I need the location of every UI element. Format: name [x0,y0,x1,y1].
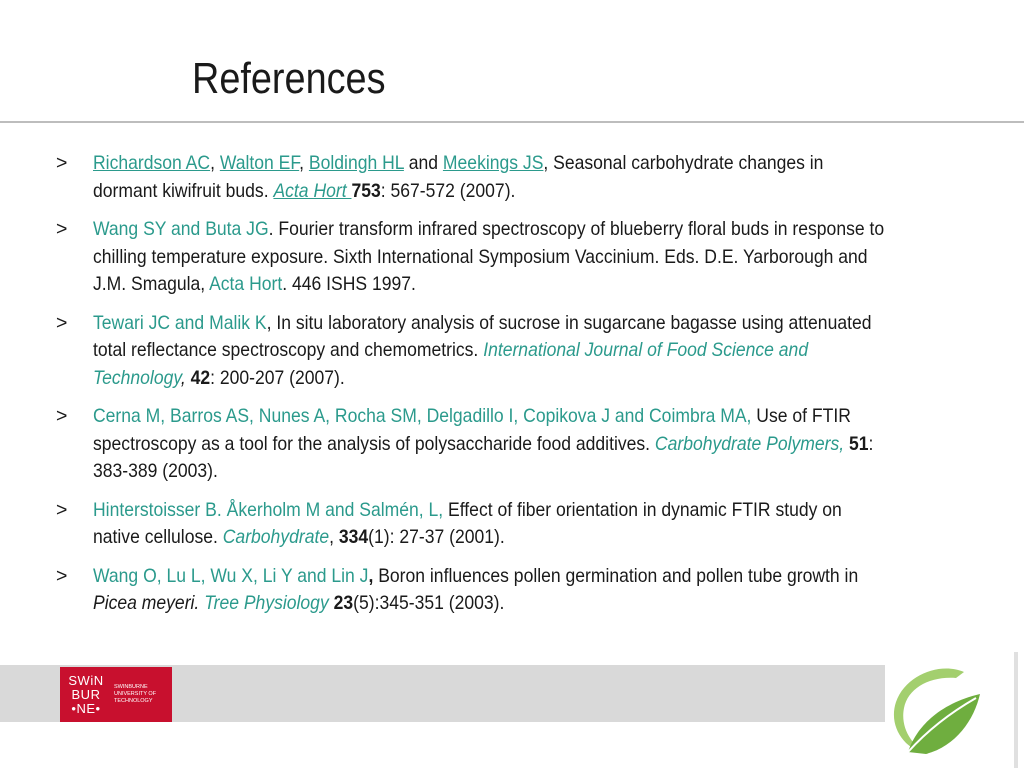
slide-edge [1014,652,1024,768]
bullet-marker: > [56,311,68,334]
volume: 753 [351,179,381,202]
authors: Wang O, Lu L, Wu X, Li Y and Lin J [93,564,369,587]
title-divider [0,121,1024,123]
bullet-marker: > [56,218,68,240]
reference-text: , Seasonal carbohydrate changes in dormant kiwifruit buds. [93,152,824,202]
pages-year: : 383-389 (2003). [93,432,874,482]
leaf-logo-icon [886,658,986,758]
reference-text: . Fourier transform infrared spectroscopy of blueberry floral buds in response to chilling temperature exposure. Sixth International Symposium Vaccinium. Eds. D.E. Yarborough and J.M. Smagula, [93,218,885,295]
journal: Tree Physiology [199,592,334,614]
bullet-marker: > [56,152,68,174]
swinburne-logo [60,667,172,722]
journal: Carbohydrate [222,526,330,548]
author-link-boldingh[interactable]: Boldingh HL [308,152,404,174]
slide-title: References [192,54,386,103]
reference-text: Boron influences pollen germination and pollen tube growth in [373,564,859,587]
reference-item-4 [56,403,886,486]
journal: Acta Hort [209,273,283,295]
authors: Wang SY and Buta JG [93,218,269,240]
author-link-richardson[interactable]: Richardson AC [93,152,211,174]
bullet-marker: > [56,405,68,427]
authors: Cerna M, Barros AS, Nunes A, Rocha SM, Delgadillo I, Copikova J and Coimbra MA, [93,405,752,427]
reference-item-2 [56,216,886,299]
volume: 23 [333,592,354,614]
reference-item-3: > Tewari JC and Malik K, In situ laboratory analysis of sucrose in sugarcane bagasse using attenuated total reflectance spectroscopy and chemometrics. International Journal of Food Science and Technology, 42: 200-207 (2007). [56,311,872,389]
pages-year: (5):345-351 (2003). [353,592,505,614]
author-link-meekings[interactable]: Meekings JS [442,152,544,174]
reference-text: , In situ laboratory analysis of sucrose in sugarcane bagasse using attenuated total reflectance spectroscopy and chemometrics. [93,311,872,361]
volume: 51 [849,432,869,455]
reference-item-6: > Wang O, Lu L, Wu X, Li Y and Lin J, Boron influences pollen germination and pollen tube growth in Picea meyeri. Tree Physiology 23(5):345-351 (2003). [56,564,859,614]
reference-text: Effect of fiber orientation in dynamic FTIR study on native cellulose. [93,498,842,548]
species-name: Picea meyeri. [93,592,200,614]
journal-link-acta-hort[interactable]: Acta Hort [273,179,352,202]
volume: 334 [338,526,369,548]
pages-year: (1): 27-37 (2001). [368,526,505,548]
swinburne-logo-mark: SWiN BUR •NE• [68,672,104,716]
reference-item-1: > Richardson AC, Walton EF, Boldingh HL and Meekings JS, Seasonal carbohydrate changes in dormant kiwifruit buds. Acta Hort 753: 567-572 (2007). [56,152,824,202]
reference-text: Use of FTIR spectroscopy as a tool for the analysis of polysaccharide food additives. [93,405,851,455]
author-link-walton[interactable]: Walton EF [219,152,300,174]
reference-list [56,150,886,629]
bullet-marker: > [56,564,68,587]
authors: Tewari JC and Malik K [93,311,267,334]
authors: Hinterstoisser B. Åkerholm M and Salmén, L, [93,498,444,521]
journal: International Journal of Food Science and Technology [93,339,809,389]
journal: Carbohydrate Polymers, [654,432,845,455]
pages-year: . 446 ISHS 1997. [282,273,416,295]
reference-item-5: > Hinterstoisser B. Åkerholm M and Salmén, L, Effect of fiber orientation in dynamic FTIR study on native cellulose. Carbohydrate, 334(1): 27-37 (2001). [56,498,842,548]
volume: 42 [190,366,211,389]
pages-year: : 567-572 (2007). [380,179,516,202]
bullet-marker: > [56,498,68,521]
university-name: SWINBURNE UNIVERSITY OF TECHNOLOGY [114,684,157,704]
pages-year: : 200-207 (2007). [210,366,345,389]
